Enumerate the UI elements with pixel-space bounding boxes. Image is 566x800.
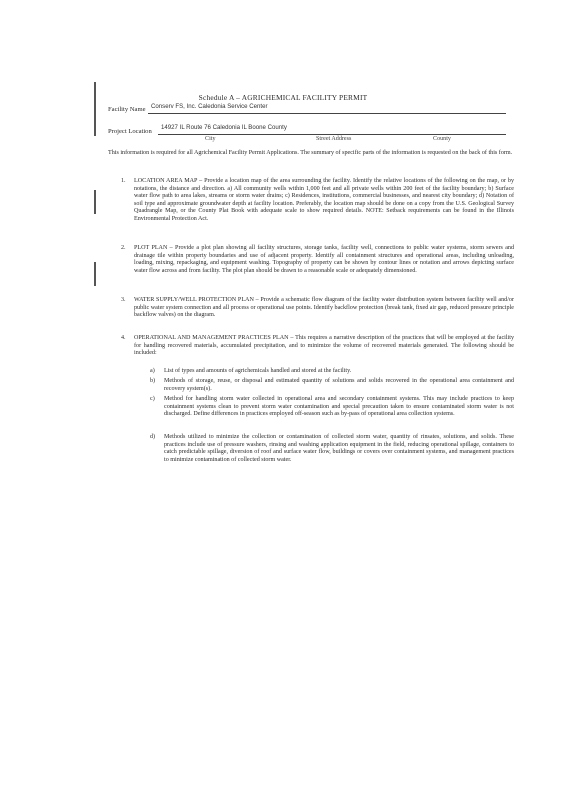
city-label: City	[205, 136, 216, 142]
subitem-minimize-contamination: Methods utilized to minimize the collection or contamination of collected storm water, quantity of rinsates, solutions, and solids. These practices include use of pressure washers, rinsing and washing application equipment in the field, reducing operational spillage, containers to catch predictable spillage, diversion of roof and surface water flow, buildings or covers over containment systems, and management practices to minimize contamination of collected storm water.	[164, 434, 514, 463]
subitem-letter: d)	[150, 434, 156, 440]
location-area-map-item: LOCATION AREA MAP – Provide a location map of the area surrounding the facility. Identify the relative locations of the following on the map, or by notations, the distance and direction. a) All community wells within 1,000 feet and all private wells within 200 feet of the facility boundary; b) Surface water flow path to area lakes, streams or storm water drains; c) Residences, institutions, commercial businesses, and nearest city boundary; d) Notation of soil type and approximate groundwater depth at facility location. Preferably, the location map should be done on a copy from the U.S. Geological Survey Quadrangle Map, or the County Plat Book with adequate scale to show required details. NOTE: Setback requirements can be found in the Illinois Environmental Protection Act.	[134, 178, 514, 222]
subitem-letter: a)	[150, 368, 155, 374]
project-location-line	[158, 134, 506, 135]
scan-edge-mark	[94, 262, 96, 286]
county-label: County	[433, 136, 451, 142]
subitem-letter: c)	[150, 396, 155, 402]
water-supply-plan-item: WATER SUPPLY/WELL PROTECTION PLAN – Provide a schematic flow diagram of the facility water distribution system between facility well and/or public water system connection and all process or operational use points. Identify backflow protection (break tank, fixed air gap, reduced pressure principle backflow valves) on the diagram.	[134, 297, 514, 318]
item-number: 2.	[121, 245, 126, 251]
page-title: Schedule A – AGRICHEMICAL FACILITY PERMIT	[198, 93, 368, 102]
subitem-storm-water-handling: Method for handling storm water collected in operational area and secondary containment systems. This may include practices to keep containment systems clean to prevent storm water contamination and special precaution taken to ensure contaminated storm water is not discharged. Define differences in practices employed off-season such as by-pass of operational area collection systems.	[164, 396, 514, 417]
intro-paragraph: This information is required for all Agrichemical Facility Permit Applications. The summary of specific parts of the information is requested on the back of this form.	[108, 150, 513, 156]
street-address-label: Street Address	[316, 136, 352, 142]
item-number: 4.	[121, 335, 126, 341]
scan-edge-mark	[94, 82, 96, 136]
plot-plan-item: PLOT PLAN – Provide a plot plan showing all facility structures, storage tanks, facility well, connections to public water systems, storm sewers and drainage tile within property boundaries and use of adjacent property. Identify all containment structures and operational areas, including unloading, loading, mixing, repackaging, and equipment washing. Topography of property can be shown by contour lines or notation and arrows depicting surface water flow across and from facility. The plot plan should be drawn to a reasonable scale or adequately dimensioned.	[134, 245, 514, 274]
subitem-storage-methods: Methods of storage, reuse, or disposal and estimated quantity of solutions and solids recovered in the operational area containment and recovery system(s).	[164, 378, 514, 392]
facility-name-label: Facility Name	[108, 106, 146, 113]
facility-name-line	[148, 113, 506, 114]
subitem-chemical-list: List of types and amounts of agrichemicals handled and stored at the facility.	[164, 368, 352, 374]
project-location-label: Project Location	[108, 128, 152, 135]
scan-edge-mark	[94, 190, 96, 214]
item-number: 3.	[121, 297, 126, 303]
project-location-value: 14927 IL Route 76 Caledonia IL Boone County	[161, 124, 287, 131]
item-number: 1.	[121, 178, 126, 184]
operational-practices-item: OPERATIONAL AND MANAGEMENT PRACTICES PLAN – This requires a narrative description of the practices that will be employed at the facility for handling recovered materials, accumulated precipitation, and to minimize the volume of recovered materials generated. The following should be included:	[134, 335, 514, 356]
subitem-letter: b)	[150, 378, 156, 384]
facility-name-value: Conserv FS, Inc. Caledonia Service Center	[151, 103, 268, 110]
